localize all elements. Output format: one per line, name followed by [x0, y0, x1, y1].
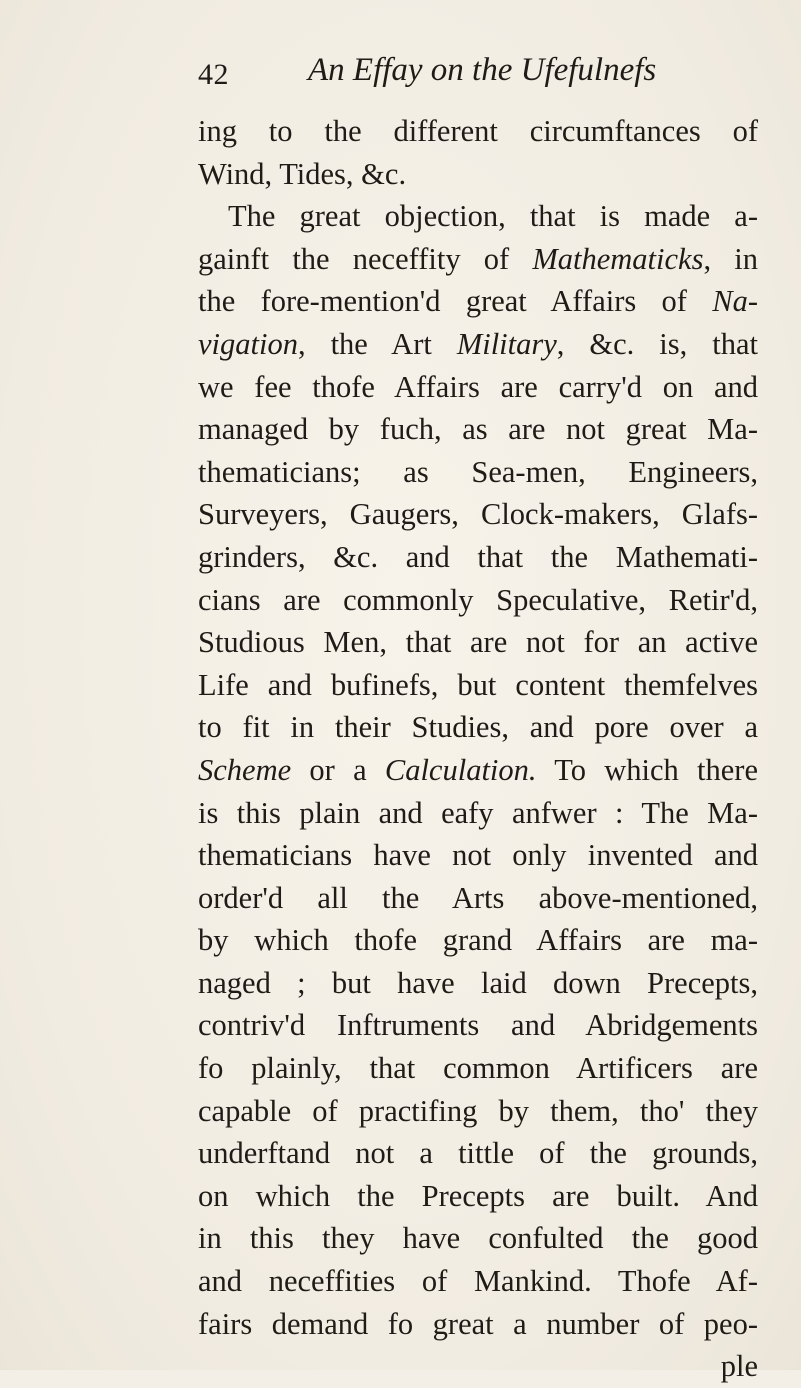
running-head: An Effay on the Ufefulnefs	[308, 52, 657, 88]
text-line	[198, 1004, 758, 1047]
text-line	[198, 1345, 758, 1388]
text-line	[198, 1090, 758, 1133]
page-number: 42	[198, 58, 229, 91]
text-segment: we fee thofe Affairs are carry'd on and	[198, 369, 758, 404]
text-segment: Studious Men, that are not for an active	[198, 625, 758, 660]
text-segment: or a	[291, 752, 385, 787]
italic-text: Scheme	[198, 752, 292, 787]
italic-text: Na-	[712, 284, 758, 319]
text-segment: To which there	[536, 752, 758, 787]
text-segment: fairs demand fo great a number of peo-	[198, 1306, 758, 1341]
body-text	[198, 110, 758, 1388]
text-segment: is this plain and eafy anfwer : The Ma-	[198, 795, 758, 830]
text-segment: naged ; but have laid down Precepts,	[198, 965, 758, 1000]
text-segment: by which thofe grand Affairs are ma-	[198, 923, 758, 958]
text-segment: contriv'd Inftruments and Abridgements	[198, 1008, 758, 1043]
text-segment: and neceffities of Mankind. Thofe Af-	[198, 1264, 758, 1299]
text-segment: , the Art	[297, 326, 457, 361]
italic-text: Mathematicks	[532, 241, 704, 276]
text-line	[198, 493, 758, 536]
text-segment: the fore-mention'd great Affairs of	[198, 284, 713, 319]
text-segment: thematicians; as Sea-men, Engineers,	[198, 454, 758, 489]
text-line	[198, 919, 758, 962]
text-segment: cians are commonly Speculative, Retir'd,	[198, 582, 758, 617]
text-line	[198, 962, 758, 1005]
italic-text: Calculation.	[384, 752, 537, 787]
text-line	[198, 280, 758, 323]
text-line	[198, 664, 758, 707]
page-header	[198, 52, 758, 96]
italic-text: Military	[456, 326, 557, 361]
text-segment: gainft the neceffity of	[198, 241, 533, 276]
text-segment: on which the Precepts are built. And	[198, 1178, 758, 1213]
text-line	[198, 1047, 758, 1090]
text-segment: underftand not a tittle of the grounds,	[198, 1136, 758, 1171]
text-line	[198, 877, 758, 920]
text-segment: thematicians have not only invented and	[198, 838, 758, 873]
text-line	[198, 749, 758, 792]
text-line	[198, 706, 758, 749]
text-segment: , &c. is, that	[556, 326, 758, 361]
text-line	[198, 110, 758, 153]
text-segment: , in	[703, 241, 758, 276]
text-line	[198, 536, 758, 579]
text-line	[198, 1175, 758, 1218]
text-segment: Life and bufinefs, but content themfelves	[198, 667, 758, 702]
text-line	[198, 451, 758, 494]
text-line	[198, 1217, 758, 1260]
text-line	[198, 1303, 758, 1346]
text-line	[198, 621, 758, 664]
text-segment: to fit in their Studies, and pore over a	[198, 710, 758, 745]
text-line	[198, 1132, 758, 1175]
italic-text: vigation	[198, 326, 298, 361]
text-segment: in this they have confulted the good	[198, 1221, 758, 1256]
text-segment: order'd all the Arts above-mentioned,	[198, 880, 758, 915]
text-line	[198, 834, 758, 877]
text-segment: ple	[720, 1349, 758, 1384]
text-line	[198, 195, 758, 238]
text-segment: managed by fuch, as are not great Ma-	[198, 412, 758, 447]
text-line	[198, 579, 758, 622]
text-line	[198, 1260, 758, 1303]
text-line	[198, 238, 758, 281]
text-segment: grinders, &c. and that the Mathemati-	[198, 539, 758, 574]
text-segment: fo plainly, that common Artificers are	[198, 1051, 758, 1086]
text-segment: The great objection, that is made a-	[228, 199, 758, 234]
text-segment: Wind, Tides, &c.	[198, 156, 407, 191]
text-segment: Surveyers, Gaugers, Clock-makers, Glafs-	[198, 497, 758, 532]
text-line	[198, 792, 758, 835]
text-line	[198, 153, 758, 196]
text-line	[198, 408, 758, 451]
text-line	[198, 323, 758, 366]
text-segment: capable of practifing by them, tho' they	[198, 1093, 758, 1128]
text-line	[198, 366, 758, 409]
text-segment: ing to the different circumftances of	[198, 114, 758, 148]
